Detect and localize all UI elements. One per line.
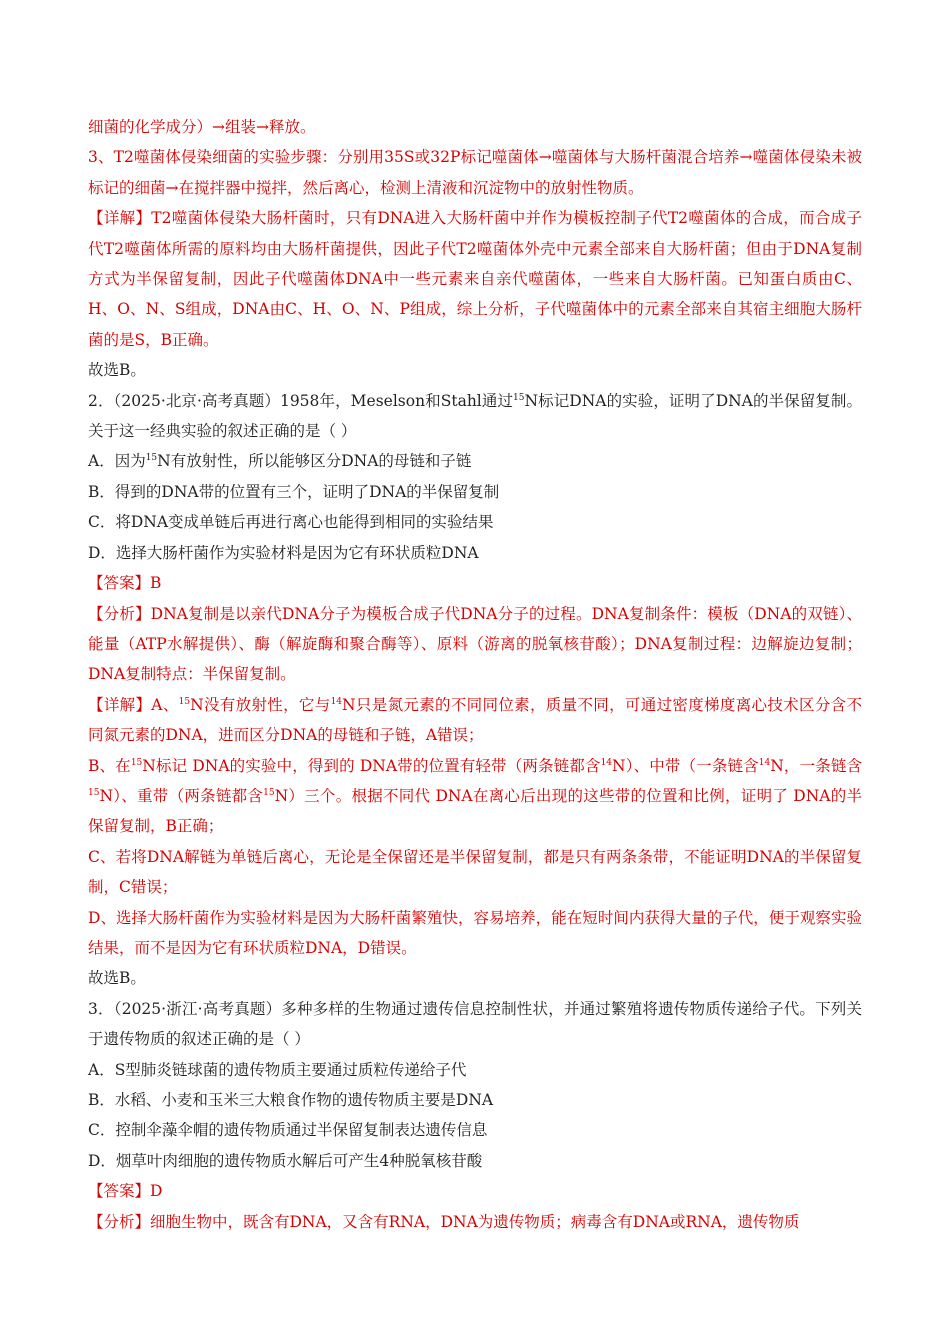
q3-option-a: A．S型肺炎链球菌的遗传物质主要通过质粒传递给子代 (88, 1060, 467, 1079)
q2-option-a: A．因为$^{15}$N有放射性，所以能够区分DNA的母链和子链 (88, 452, 472, 471)
q2-analysis: 【分析】DNA复制是以亲代DNA分子为模板合成子代DNA分子的过程。DNA复制条件：模板（DNA的双链）、能量（ATP水解提供）、酶（解旋酶和聚合酶等）、原料（游离的脱氧核苷酸）；DNA复制过程：边解旋边复制；DNA复制特点：半保留复制。 (88, 604, 862, 684)
q3-option-b: B．水稻、小麦和玉米三大粮食作物的遗传物质主要是DNA (88, 1091, 494, 1109)
q2-option-c: C．将DNA变成单链后再进行离心也能得到相同的实验结果 (88, 513, 494, 532)
q2-detail-b: B、在$^{15}$N标记 DNA的实验中，得到的 DNA带的位置有轻带（两条链都含$^{14}$N）、中带（一条链含$^{14}$N，一条链含$^{15}$N）、重带（两条链都含$^{15}$N）三个。根据不同代 DNA在离心后出现的这些带的位置和比例，证明了 DNA的半保留复制，B正确； (88, 756, 862, 836)
q2-detail-c: C、若将DNA解链为单链后离心，无论是全保留还是半保留复制，都是只有两条条带，不能证明DNA的半保留复制，C错误； (88, 847, 862, 897)
q1-detail: 【详解】T2噬菌体侵染大肠杆菌时，只有DNA进入大肠杆菌中并作为模板控制子代T2噬菌体的合成，而合成子代T2噬菌体所需的原料均由大肠杆菌提供，因此子代T2噬菌体外壳中元素全部来自大肠杆菌；但由于DNA复制方式为半保留复制，因此子代噬菌体DNA中一些元素来自亲代噬菌体，一些来自大肠杆菌。已知蛋白质由C、H、O、N、S组成，DNA由C、H、O、N、P组成，综上分析，子代噬菌体中的元素全部来自其宿主细胞大肠杆菌的是S，B正确。 (88, 209, 862, 349)
document-body (88, 112, 862, 1237)
q2-option-d: D．选择大肠杆菌作为实验材料是因为它有环状质粒DNA (88, 543, 479, 562)
q3-stem: 3．（2025·浙江·高考真题）多种多样的生物通过遗传信息控制性状，并通过繁殖将遗传物质传递给子代。下列关于遗传物质的叙述正确的是（ ） (88, 999, 862, 1049)
q3-option-c: C．控制伞藻伞帽的遗传物质通过半保留复制表达遗传信息 (88, 1121, 488, 1140)
intro-line-1: 细菌的化学成分）→组装→释放。 (88, 118, 316, 136)
q1-conclusion: 故选B。 (88, 361, 146, 380)
q2-answer: 【答案】B (88, 574, 162, 593)
q2-stem: 2．（2025·北京·高考真题）1958年，Meselson和Stahl通过$^{15}$N标记DNA的实验，证明了DNA的半保留复制。关于这一经典实验的叙述正确的是（ ） (88, 391, 862, 441)
q2-detail-a: 【详解】A、$^{15}$N没有放射性，它与$^{14}$N只是氮元素的不同同位素，质量不同，可通过密度梯度离心技术区分含不同氮元素的DNA，进而区分DNA的母链和子链，A错误； (88, 695, 862, 745)
q3-answer: 【答案】D (88, 1182, 163, 1201)
q3-analysis: 【分析】细胞生物中，既含有DNA，又含有RNA，DNA为遗传物质；病毒含有DNA或RNA，遗传物质 (88, 1212, 800, 1231)
q2-detail-d: D、选择大肠杆菌作为实验材料是因为大肠杆菌繁殖快，容易培养，能在短时间内获得大量的子代，便于观察实验结果，而不是因为它有环状质粒DNA，D错误。 (88, 908, 862, 957)
q3-option-d: D．烟草叶肉细胞的遗传物质水解后可产生4种脱氧核苷酸 (88, 1151, 483, 1170)
q2-option-b: B．得到的DNA带的位置有三个，证明了DNA的半保留复制 (88, 482, 500, 501)
q2-conclusion: 故选B。 (88, 969, 146, 988)
intro-line-2: 3、T2噬菌体侵染细菌的实验步骤：分别用35S或32P标记噬菌体→噬菌体与大肠杆菌混合培养→噬菌体侵染未被标记的细菌→在搅拌器中搅拌，然后离心，检测上清液和沉淀物中的放射性物质。 (88, 148, 862, 197)
